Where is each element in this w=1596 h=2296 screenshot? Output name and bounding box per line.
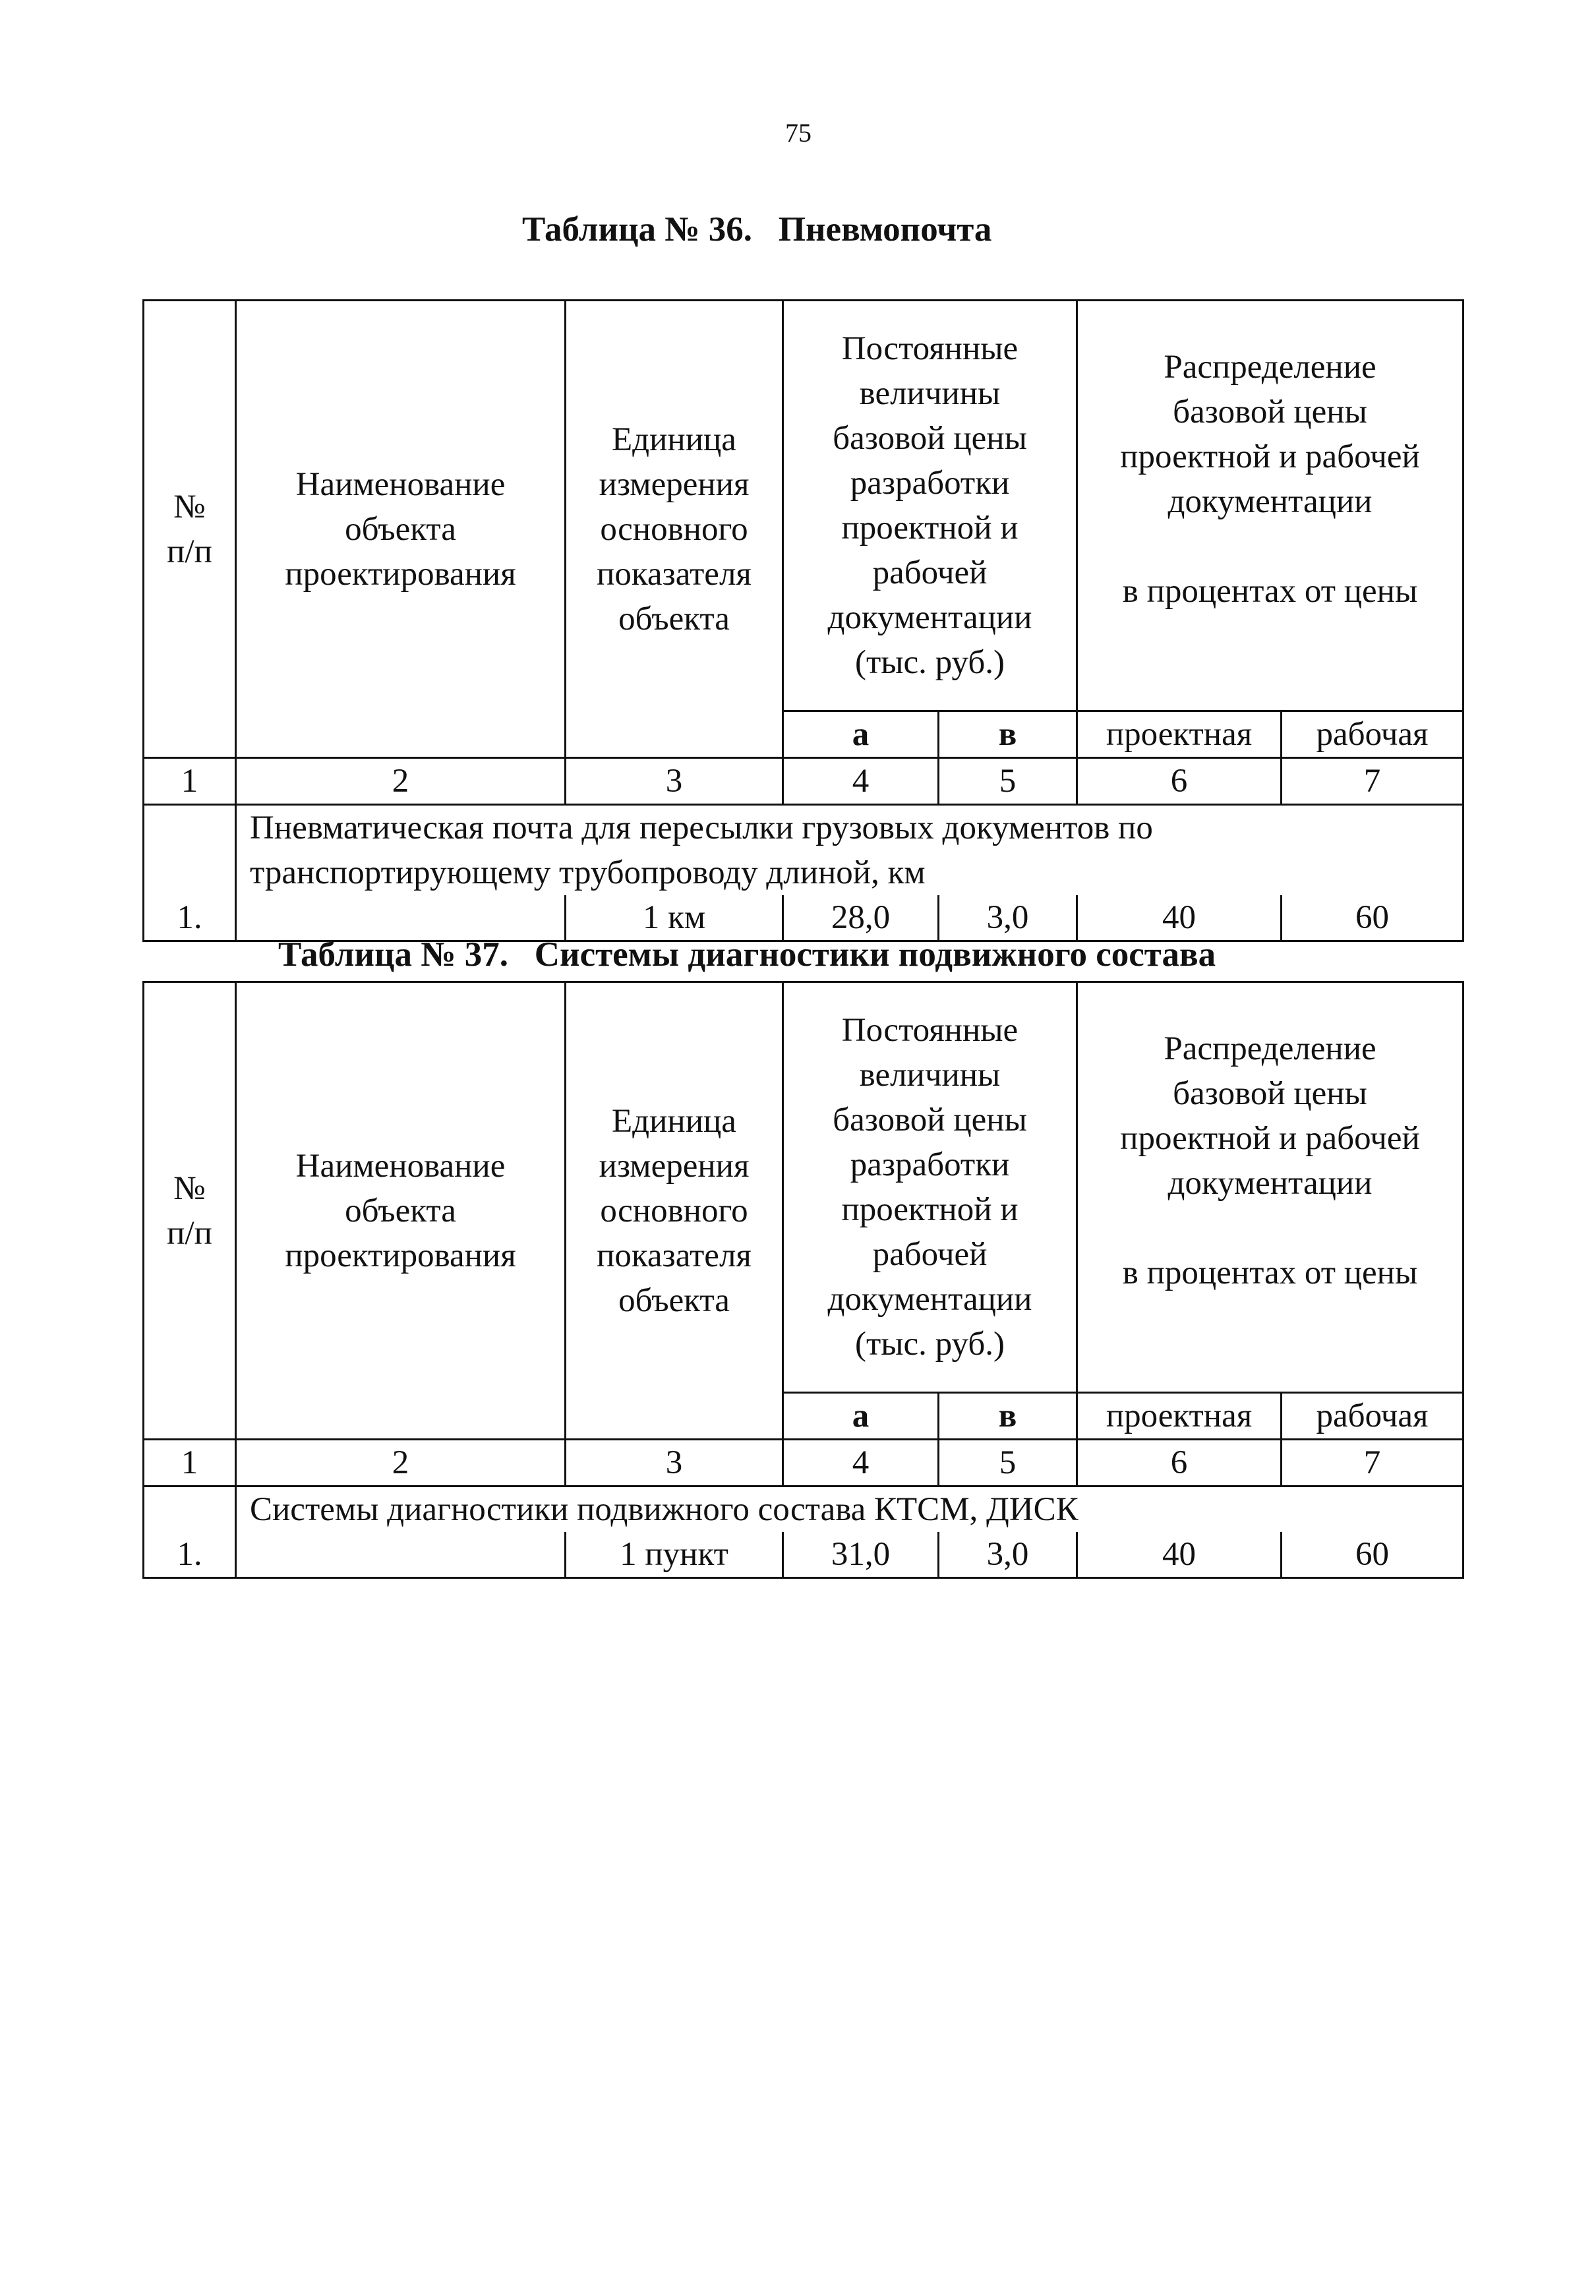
row-unit: 1 пункт [566,1532,783,1578]
col-number: 1 [144,758,236,805]
col-number: 7 [1282,758,1463,805]
col-number: 6 [1077,758,1282,805]
row-a: 31,0 [783,1532,939,1578]
row-b: 3,0 [939,895,1077,941]
row-name [236,1532,566,1578]
table-36-title: Таблица № 36. Пневмопочта [522,210,992,249]
col-number: 6 [1077,1440,1282,1487]
col-number: 4 [783,1440,939,1487]
header-b: в [939,1393,1077,1440]
header-b: в [939,711,1077,758]
table-37-title: Таблица № 37. Системы диагностики подвижного состава [278,935,1216,974]
header-name: Наименование объекта проектирования [236,982,566,1440]
group-title: Системы диагностики подвижного состава КТСМ, ДИСК [236,1487,1463,1533]
row-num: 1. [144,1487,236,1578]
header-working: рабочая [1282,711,1463,758]
header-a: а [783,1393,939,1440]
group-title: Пневматическая почта для пересылки грузовых документов по транспортирующему трубопроводу длиной, км [236,805,1463,896]
table-37 [142,981,1464,1579]
header-project: проектная [1077,1393,1282,1440]
col-number: 7 [1282,1440,1463,1487]
row-working: 60 [1282,1532,1463,1578]
col-number: 5 [939,758,1077,805]
col-number: 2 [236,758,566,805]
header-working: рабочая [1282,1393,1463,1440]
row-b: 3,0 [939,1532,1077,1578]
table-36 [142,299,1464,942]
col-number: 5 [939,1440,1077,1487]
row-a: 28,0 [783,895,939,941]
header-distribution: Распределение базовой цены проектной и рабочей документации в процентах от цены [1077,301,1463,711]
header-unit: Единица измерения основного показателя объекта [566,982,783,1440]
col-number: 3 [566,758,783,805]
col-number: 2 [236,1440,566,1487]
row-num: 1. [144,805,236,941]
row-unit: 1 км [566,895,783,941]
header-name: Наименование объекта проектирования [236,301,566,758]
row-project: 40 [1077,895,1282,941]
header-const-price: Постоянные величины базовой цены разработки проектной и рабочей документации (тыс. руб.) [783,982,1077,1393]
col-number: 4 [783,758,939,805]
header-distribution: Распределение базовой цены проектной и рабочей документации в процентах от цены [1077,982,1463,1393]
header-num: № п/п [144,982,236,1440]
row-working: 60 [1282,895,1463,941]
header-const-price: Постоянные величины базовой цены разработки проектной и рабочей документации (тыс. руб.) [783,301,1077,711]
page-number: 75 [785,118,812,148]
row-project: 40 [1077,1532,1282,1578]
col-number: 1 [144,1440,236,1487]
header-num: № п/п [144,301,236,758]
col-number: 3 [566,1440,783,1487]
header-a: а [783,711,939,758]
header-unit: Единица измерения основного показателя объекта [566,301,783,758]
header-project: проектная [1077,711,1282,758]
